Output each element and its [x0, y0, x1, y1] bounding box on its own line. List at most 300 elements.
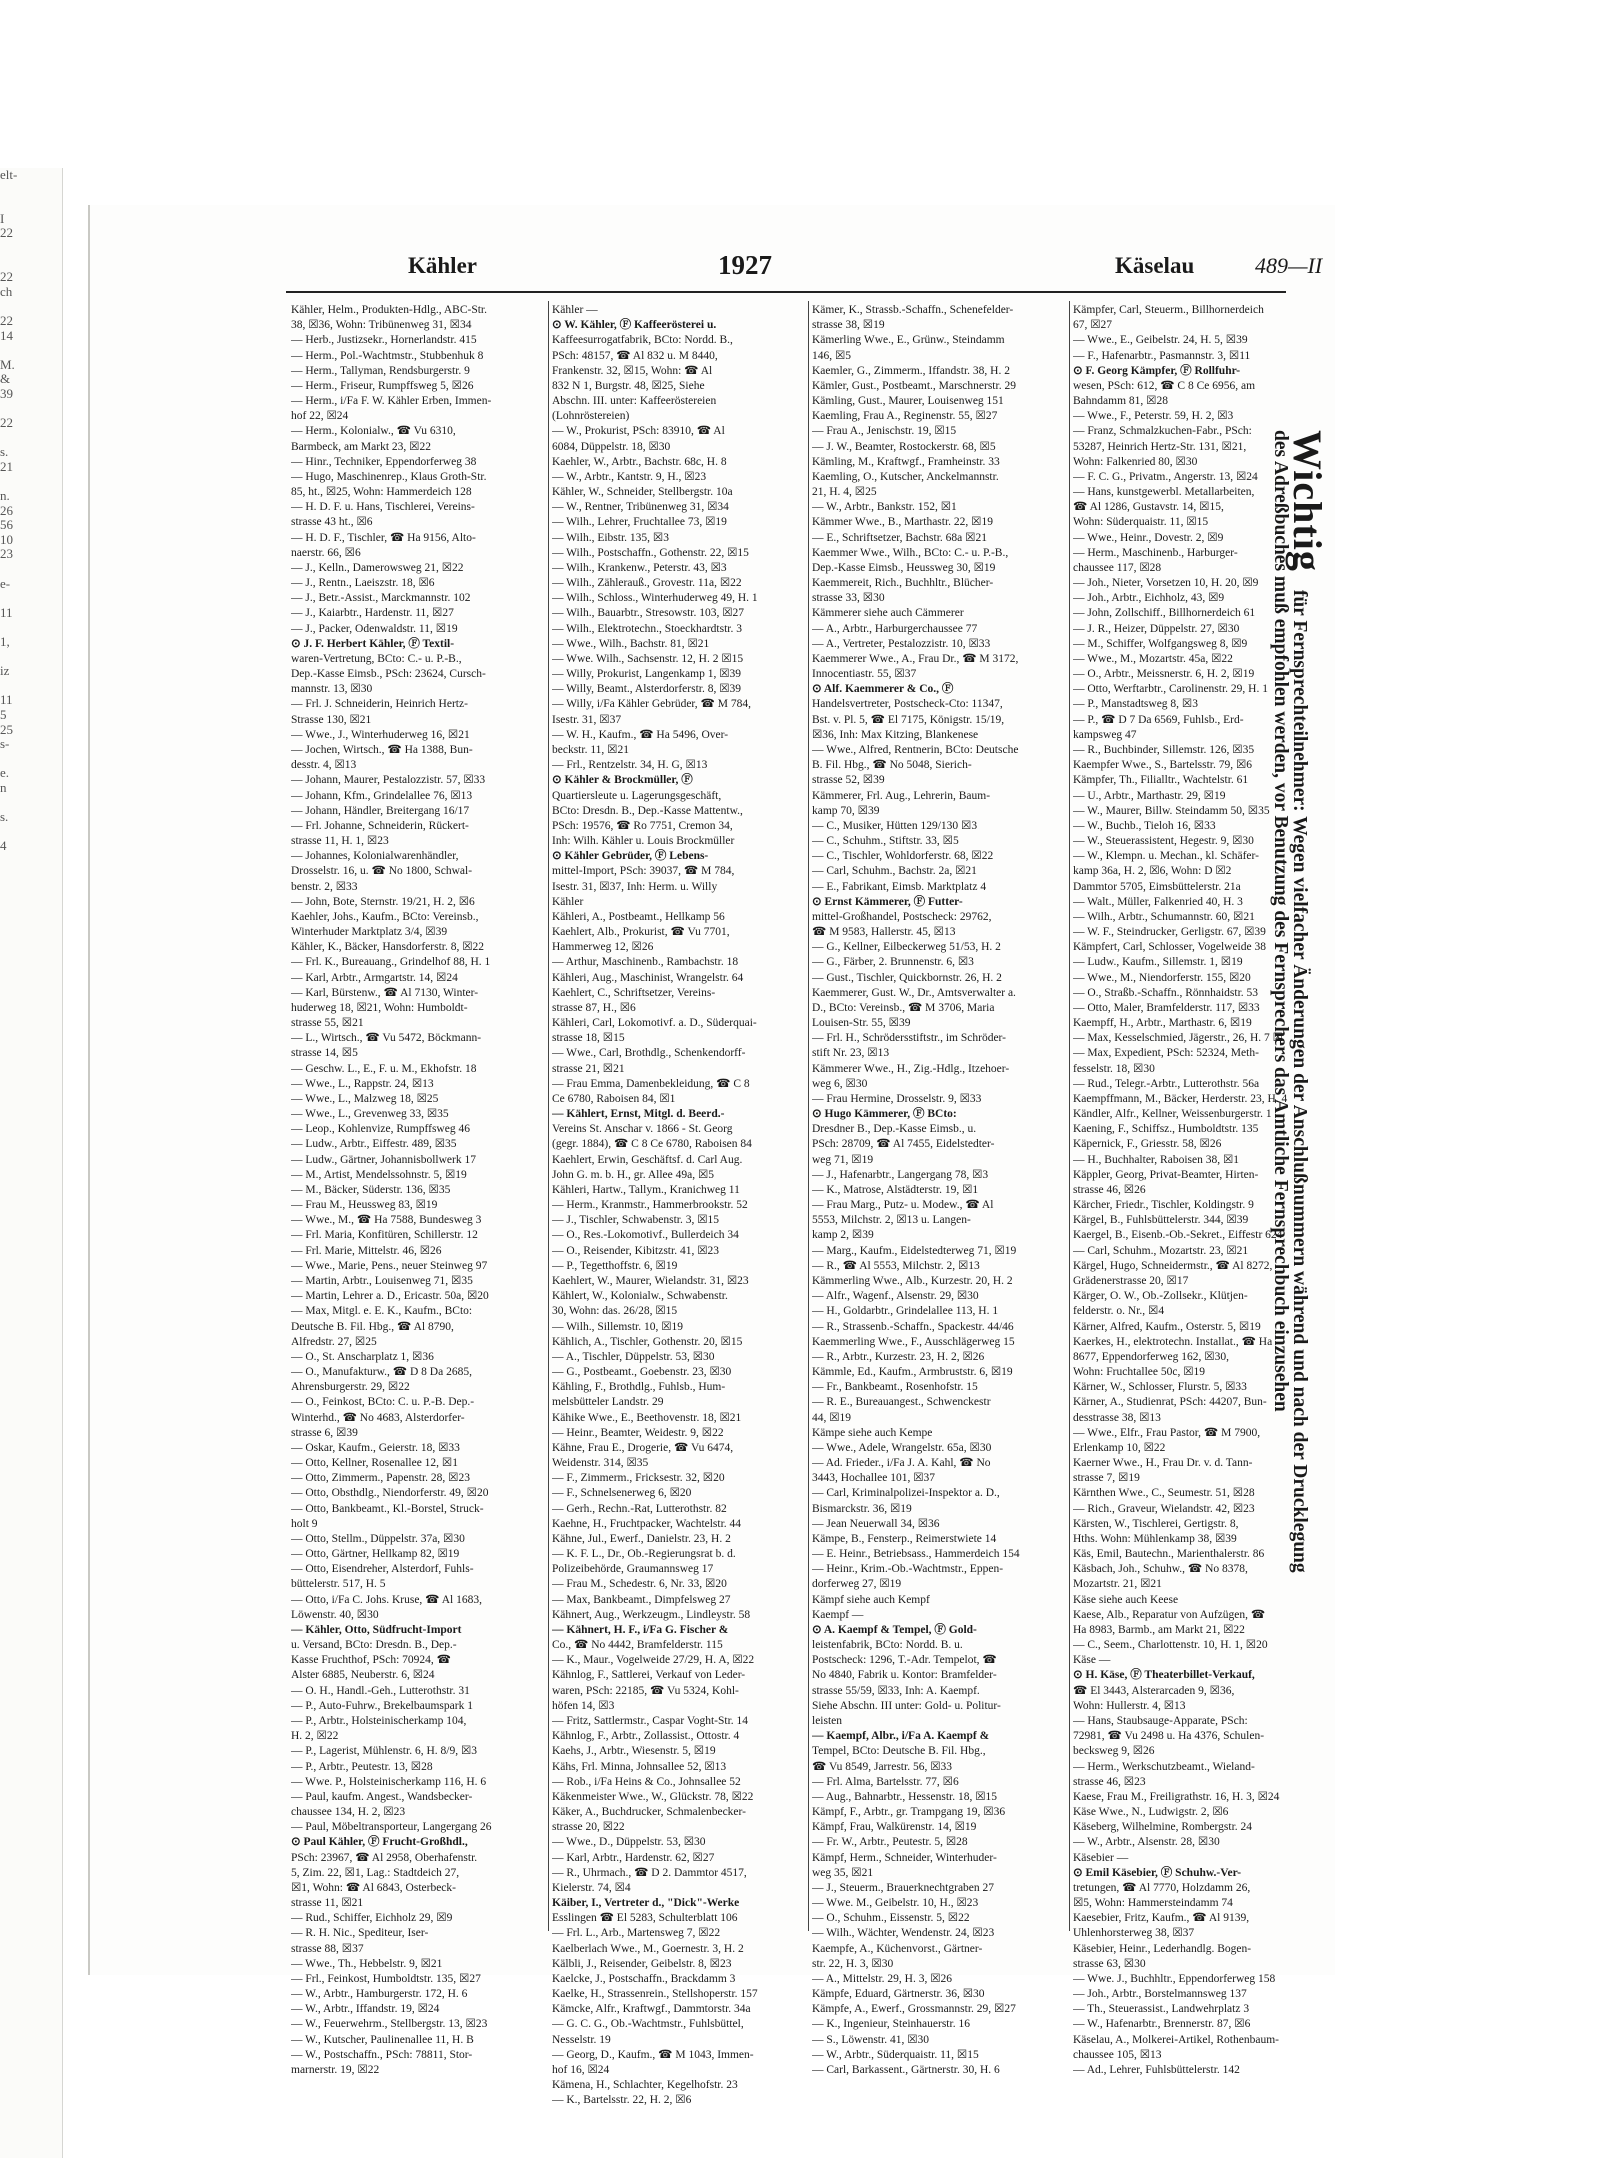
directory-entry: 67, ☒27 — [1073, 319, 1113, 332]
directory-entry: — Gerh., Rechn.-Rat, Lutterothstr. 82 — [552, 1502, 727, 1515]
directory-entry: — Karl, Arbtr., Hardenstr. 62, ☒27 — [552, 1851, 715, 1864]
directory-column-2 — [552, 303, 808, 2108]
directory-entry: — U., Arbtr., Marthastr. 29, ☒19 — [1073, 789, 1226, 802]
directory-page — [88, 205, 1335, 2107]
previous-page-fragment: 22 — [0, 226, 13, 241]
previous-page-fragment — [0, 1438, 62, 1453]
directory-entry: Kämpe, B., Fensterp., Reimerstwiete 14 — [812, 1532, 997, 1545]
directory-entry: 5, Zim. 22, ☒1, Lag.: Stadtdeich 27, — [291, 1866, 460, 1879]
previous-page-fragment — [0, 898, 62, 913]
directory-entry: — Frl. Maria, Konfitüren, Schillerstr. 12 — [291, 1229, 478, 1242]
previous-page-fragment: s. — [0, 445, 9, 460]
directory-entry: Grädenerstrasse 20, ☒17 — [1073, 1275, 1189, 1287]
directory-entry: — Karl, Arbtr., Armgartstr. 14, ☒24 — [291, 971, 458, 984]
directory-entry: — P., ☎ D 7 Da 6569, Fuhlsb., Erd- — [1073, 713, 1244, 726]
directory-entry: — P., Arbtr., Holsteinischerkamp 104, — [291, 1714, 467, 1727]
directory-entry: Kähler — [552, 895, 584, 908]
directory-entry: — H., Buchhalter, Raboisen 38, ☒1 — [1073, 1153, 1240, 1166]
directory-entry: — Otto, Gärtner, Hellkamp 82, ☒19 — [291, 1548, 460, 1561]
directory-entry: H. 2, ☒22 — [291, 1730, 339, 1743]
directory-entry: ☎ Vu 8549, Jarrestr. 56, ☒33 — [812, 1760, 952, 1773]
directory-entry: — Joh., Nieter, Vorsetzen 10, H. 20, ☒9 — [1073, 577, 1259, 590]
previous-page-fragment — [0, 299, 62, 314]
directory-entry: — A., Arbtr., Harburgerchaussee 77 — [812, 622, 978, 635]
directory-entry: strasse 63, ☒30 — [1073, 1957, 1146, 1970]
directory-entry: — W., Arbtr., Iffandstr. 19, ☒24 — [291, 2003, 440, 2016]
previous-page-fragment — [0, 1496, 62, 1511]
directory-entry: (Lohnröstereien) — [552, 410, 630, 423]
directory-entry: 146, ☒5 — [812, 349, 852, 362]
directory-entry: — F., Schnelsenerweg 6, ☒20 — [552, 1487, 692, 1500]
directory-entry: PSch: 23967, ☎ Al 2958, Oberhafenstr. — [291, 1851, 478, 1864]
directory-entry: — W., Klempn. u. Mechan., kl. Schäfer- — [1073, 850, 1259, 863]
directory-entry: Kaehlert, Erwin, Geschäftsf. d. Carl Aug. — [552, 1153, 743, 1166]
directory-entry: Kasse Fruchthof, PSch: 70924, ☎ — [291, 1654, 451, 1667]
directory-entry: Käppler, Georg, Privat-Beamter, Hirten- — [1073, 1168, 1259, 1181]
directory-entry: Kaemling, O., Kutscher, Anckelmannstr. — [812, 470, 999, 483]
previous-page-fragment — [0, 1102, 62, 1117]
directory-entry: u. Versand, BCto: Dresdn. B., Dep.- — [291, 1639, 457, 1652]
directory-entry: Kaerkes, H., elektrotechn. Installat., ☎ Ha — [1073, 1335, 1273, 1348]
directory-entry: ⊙ Paul Kähler, Ⓕ Frucht-Großhdl., — [291, 1836, 468, 1849]
directory-entry: — Th., Steuerassist., Landwehrplatz 3 — [1073, 2003, 1250, 2016]
directory-entry: — Wwe., F., Peterstr. 59, H. 2, ☒3 — [1073, 410, 1234, 423]
directory-entry: — Herm., Friseur, Rumpffsweg 5, ☒26 — [291, 379, 474, 392]
directory-entry: strasse 18, ☒15 — [552, 1032, 625, 1045]
directory-entry: 5553, Milchstr. 2, ☒13 u. Langen- — [812, 1214, 971, 1227]
directory-entry: — Geschw. L., E., F. u. M., Ekhofstr. 18 — [291, 1062, 477, 1075]
directory-entry: ⊙ Emil Käsebier, Ⓕ Schuhw.-Ver- — [1073, 1866, 1242, 1879]
directory-entry: — Rud., Telegr.-Arbtr., Lutterothstr. 56a — [1073, 1077, 1260, 1090]
directory-entry: — Ludw., Kaufm., Sillemstr. 1, ☒19 — [1073, 956, 1243, 969]
previous-page-fragment — [0, 1306, 62, 1321]
directory-entry: — Fr. W., Arbtr., Peutestr. 5, ☒28 — [812, 1836, 968, 1849]
directory-entry: ⊙ J. F. Herbert Kähler, Ⓕ Textil- — [291, 637, 455, 650]
previous-page-fragment — [0, 431, 62, 446]
directory-entry: naerstr. 66, ☒6 — [291, 546, 361, 559]
directory-entry: — K., Ingenieur, Steinhauerstr. 16 — [812, 2018, 970, 2031]
previous-page-fragment: n. — [0, 489, 10, 504]
previous-page-fragment: 39 — [0, 386, 13, 401]
previous-page-fragment — [0, 1481, 62, 1496]
directory-entry: — Max, Expedient, PSch: 52324, Meth- — [1073, 1047, 1259, 1060]
directory-entry: weg 6, ☒30 — [812, 1077, 868, 1090]
directory-entry: Nesselstr. 19 — [552, 2033, 611, 2046]
previous-page-fragment: n — [0, 780, 7, 795]
directory-entry: Postscheck: 1296, T.-Adr. Tempelot, ☎ — [812, 1654, 997, 1667]
previous-page-fragment — [0, 1160, 62, 1175]
directory-entry: 21, H. 4, ☒25 — [812, 486, 877, 499]
directory-entry: leisten — [812, 1714, 843, 1727]
directory-entry: Kämmerer Wwe., H., Zig.-Hdlg., Itzehoer- — [812, 1062, 1010, 1075]
previous-page-fragment — [0, 1379, 62, 1394]
directory-entry: — F., Hafenarbtr., Pasmannstr. 3, ☒11 — [1073, 349, 1251, 362]
directory-entry: Kähnlog, F., Arbtr., Zollassist., Ottostr. 4 — [552, 1730, 740, 1743]
directory-entry: Kämmerer, Frl. Aug., Lehrerin, Baum- — [812, 789, 991, 802]
directory-entry: — P., Arbtr., Peutestr. 13, ☒28 — [291, 1760, 433, 1773]
directory-entry: — G., Kellner, Eilbeckerweg 51/53, H. 2 — [812, 941, 1001, 954]
directory-entry: — E. Heinr., Betriebsass., Hammerdeich 154 — [812, 1548, 1020, 1561]
directory-entry: (gegr. 1884), ☎ C 8 Ce 6780, Raboisen 84 — [552, 1138, 752, 1151]
previous-page-fragment — [0, 1321, 62, 1336]
directory-entry: Kaempfer Wwe., S., Bartelsstr. 79, ☒6 — [1073, 759, 1253, 772]
directory-entry: kamp 36a, H. 2, ☒6, Wohn: D ☒2 — [1073, 865, 1232, 878]
previous-page-fragment: 22 — [0, 313, 13, 328]
directory-entry: — M., Artist, Mendelssohnstr. 5, ☒19 — [291, 1168, 467, 1181]
notice-title: Wichtig — [1285, 430, 1330, 572]
directory-entry: Ahrensburgerstr. 29, ☒22 — [291, 1381, 410, 1394]
directory-entry: — O., Res.-Lokomotivf., Bullerdeich 34 — [552, 1229, 739, 1242]
previous-page-fragment — [0, 883, 62, 898]
directory-column-1 — [291, 303, 547, 2078]
directory-entry: strasse 14, ☒5 — [291, 1047, 358, 1060]
previous-page-fragment: elt- — [0, 168, 18, 182]
directory-entry: Kaempff, H., Arbtr., Marthastr. 6, ☒19 — [1073, 1017, 1252, 1030]
running-head-last-name: Käselau — [1115, 253, 1195, 278]
directory-entry: Esslingen ☎ El 5283, Schulterblatt 106 — [552, 1912, 738, 1925]
directory-entry: — C., Seem., Charlottenstr. 10, H. 1, ☒20 — [1073, 1639, 1268, 1652]
directory-entry: — Kähler, Otto, Südfrucht-Import — [291, 1623, 462, 1636]
previous-page-fragment — [0, 1087, 62, 1102]
directory-entry: Dresdner B., Dep.-Kasse Eimsb., u. — [812, 1123, 977, 1136]
directory-entry: stift Nr. 23, ☒13 — [812, 1047, 890, 1060]
previous-page-fragment: s- — [0, 737, 10, 752]
directory-entry: — J., Kaiarbtr., Hardenstr. 11, ☒27 — [291, 607, 454, 620]
directory-entry: — Johann, Händler, Breitergang 16/17 — [291, 804, 470, 817]
directory-entry: — A., Tischler, Düppelstr. 53, ☒30 — [552, 1350, 715, 1363]
directory-entry: leistenfabrik, BCto: Nordd. B. u. — [812, 1639, 963, 1652]
previous-page-fragment — [0, 1000, 62, 1015]
directory-entry: Kähne, Frau E., Drogerie, ☎ Vu 6474, — [552, 1441, 734, 1454]
directory-entry: — K., Bartelsstr. 22, H. 2, ☒6 — [552, 2094, 692, 2107]
directory-entry: Käsbach, Joh., Schuhw., ☎ No 8378, — [1073, 1563, 1248, 1576]
directory-entry: ⊙ W. Kähler, Ⓕ Kaffeerösterei u. — [552, 319, 717, 332]
directory-entry: Wohn: Hullerstr. 4, ☒13 — [1073, 1699, 1186, 1712]
directory-entry: — Karl, Bürstenw., ☎ Al 7130, Winter- — [291, 986, 479, 999]
previous-page-fragment: M. — [0, 357, 15, 372]
previous-page-fragment — [0, 1365, 62, 1380]
directory-entry: — W., Prokurist, PSch: 83910, ☎ Al — [552, 425, 725, 438]
directory-entry: Bahndamm 81, ☒28 — [1073, 395, 1168, 408]
directory-entry: — Wwe., L., Malzweg 18, ☒25 — [291, 1092, 439, 1105]
previous-page-fragment: iz — [0, 664, 10, 679]
directory-entry: Kändler, Alfr., Kellner, Weissenburgerstr. 1 — [1073, 1108, 1272, 1121]
directory-entry: Mozartstr. 21, ☒21 — [1073, 1578, 1162, 1591]
previous-page-fragment — [0, 241, 62, 256]
previous-page-fragment: 25 — [0, 722, 13, 737]
directory-entry: — Ludw., Gärtner, Johannisbollwerk 17 — [291, 1153, 476, 1166]
directory-entry: — K., Maur., Vogelweide 27/29, H. A, ☒22 — [552, 1654, 755, 1667]
directory-entry: strasse 20, ☒22 — [552, 1821, 625, 1834]
directory-entry: — Carl, Schuhm., Mozartstr. 23, ☒21 — [1073, 1244, 1249, 1257]
directory-entry: Kaempffmann, M., Bäcker, Herderstr. 23, H. 4 — [1073, 1092, 1288, 1105]
directory-entry: Kaelcke, J., Postschaffn., Brackdamm 3 — [552, 1972, 736, 1985]
directory-entry: — E., Schriftsetzer, Bachstr. 68a ☒21 — [812, 531, 987, 544]
directory-entry: Erlenkamp 10, ☒22 — [1073, 1441, 1166, 1454]
directory-entry: Dep.-Kasse Eimsb., PSch: 23624, Cursch- — [291, 668, 486, 681]
directory-entry: Kähne, Jul., Ewerf., Danielstr. 23, H. 2 — [552, 1532, 731, 1545]
directory-entry: — Kaempf, Albr., i/Fa A. Kaempf & — [812, 1730, 990, 1743]
directory-entry: — C., Schuhm., Stiftstr. 33, ☒5 — [812, 835, 959, 848]
directory-entry: — Ad., Lehrer, Fuhlsbüttelerstr. 142 — [1073, 2063, 1240, 2076]
directory-entry: Käkenmeister Wwe., W., Glückstr. 78, ☒22 — [552, 1790, 754, 1803]
directory-entry: 832 N 1, Burgstr. 48, ☒25, Siehe — [552, 379, 705, 392]
directory-entry: — G. C. G., Ob.-Wachtmstr., Fuhlsbüttel, — [552, 2018, 744, 2031]
directory-entry: — Frl., Feinkost, Humboldtstr. 135, ☒27 — [291, 1972, 481, 1985]
directory-entry: — Frau Emma, Damenbekleidung, ☎ C 8 — [552, 1077, 750, 1090]
directory-entry: höfen 14, ☒3 — [552, 1699, 615, 1712]
previous-page-fragment: I — [0, 211, 5, 226]
directory-entry: Käsebier — — [1073, 1851, 1129, 1864]
directory-entry: — Otto, Kellner, Rosenallee 12, ☒1 — [291, 1457, 458, 1470]
directory-entry: becksweg 9, ☒26 — [1073, 1745, 1155, 1758]
directory-entry: waren, PSch: 22185, ☎ Vu 5324, Kohl- — [552, 1684, 739, 1697]
previous-page-fragment — [0, 343, 62, 358]
directory-entry: strasse 21, ☒21 — [552, 1062, 625, 1075]
directory-entry: ☎ M 9583, Hallerstr. 45, ☒13 — [812, 926, 956, 939]
directory-entry: — Willy, Beamt., Alsterdorferstr. 8, ☒39 — [552, 683, 742, 696]
directory-entry: — Alfr., Wagenf., Alsenstr. 29, ☒30 — [812, 1290, 979, 1303]
previous-page-fragment — [0, 402, 62, 417]
directory-entry: Kaemmerer, Gust. W., Dr., Amtsverwalter a. — [812, 986, 1016, 999]
directory-entry: — K., Matrose, Alstädterstr. 19, ☒1 — [812, 1183, 979, 1196]
directory-entry: — Joh., Arbtr., Eichholz, 43, ☒9 — [1073, 592, 1225, 605]
directory-entry: — Joh., Arbtr., Borstelmannsweg 137 — [1073, 1988, 1247, 2001]
directory-entry: Weidenstr. 314, ☒35 — [552, 1457, 649, 1470]
previous-page-fragment — [0, 1190, 62, 1205]
directory-entry: Kaehlert, Alb., Prokurist, ☎ Vu 7701, — [552, 926, 730, 939]
directory-entry: D., BCto: Vereinsb., ☎ M 3706, Maria — [812, 1001, 995, 1014]
directory-entry: — W., Arbtr., Hamburgerstr. 172, H. 6 — [291, 1988, 468, 2001]
directory-entry: ⊙ Kähler Gebrüder, Ⓕ Lebens- — [552, 850, 709, 863]
previous-page-fragment — [0, 562, 62, 577]
directory-entry: 53287, Heinrich Hertz-Str. 131, ☒21, — [1073, 440, 1247, 453]
directory-entry: Kähnlog, F., Sattlerei, Verkauf von Leder- — [552, 1669, 746, 1682]
directory-entry: — Wwe., Elfr., Frau Pastor, ☎ M 7900, — [1073, 1426, 1261, 1439]
directory-entry: Kähler, Helm., Produkten-Hdlg., ABC-Str. — [291, 304, 487, 316]
previous-page-fragment — [0, 1029, 62, 1044]
previous-page-fragment: 5 — [0, 707, 7, 722]
previous-page-fragment — [0, 985, 62, 1000]
directory-entry: Kaerner Wwe., H., Frau Dr. v. d. Tann- — [1073, 1457, 1253, 1470]
directory-entry: strasse 55, ☒21 — [291, 1017, 364, 1030]
directory-entry: Kähler, W., Schneider, Stellbergstr. 10a — [552, 486, 733, 499]
directory-entry: Vereins St. Anschar v. 1866 - St. Georg — [552, 1123, 733, 1136]
directory-entry: — Hugo, Maschinenrep., Klaus Groth-Str. — [291, 470, 487, 483]
directory-entry: — S., Löwenstr. 41, ☒30 — [812, 2033, 930, 2046]
previous-page-fragment — [0, 1452, 62, 1467]
directory-entry: Bst. v. Pl. 5, ☎ El 7175, Königstr. 15/19, — [812, 713, 1005, 726]
directory-entry: — Willy, i/Fa Kähler Gebrüder, ☎ M 784, — [552, 698, 751, 711]
previous-page-fragment: e- — [0, 576, 11, 591]
directory-entry: — Carl, Kriminalpolizei-Inspektor a. D., — [812, 1487, 1000, 1500]
directory-entry: — C., Tischler, Wohldorferstr. 68, ☒22 — [812, 850, 994, 863]
previous-page-fragment — [0, 256, 62, 271]
previous-page-fragment: 22 — [0, 416, 13, 431]
notice-line-1: für Fernsprechteilnehmer: Wegen vielfacher Änderungen der Anschlußnummern während und nach der Drucklegung — [1289, 589, 1310, 1573]
directory-entry: — Max, Mitgl. e. E. K., Kaufm., BCto: — [291, 1305, 473, 1318]
directory-entry: — Otto, Bankbeamt., Kl.-Borstel, Struck- — [291, 1502, 484, 1515]
directory-entry: felderstr. o. Nr., ☒4 — [1073, 1305, 1165, 1318]
directory-entry: — Wilh., Zählerauß., Grovestr. 11a, ☒22 — [552, 577, 742, 590]
directory-entry: Löwenstr. 40, ☒30 — [291, 1608, 379, 1621]
directory-entry: — W., Kutscher, Paulinenallee 11, H. B — [291, 2033, 474, 2046]
directory-entry: — Walt., Müller, Falkenried 40, H. 3 — [1073, 895, 1243, 908]
directory-entry: Dammtor 5705, Eimsbüttelerstr. 21a — [1073, 880, 1241, 893]
directory-entry: mittel-Import, PSch: 39037, ☎ M 784, — [552, 865, 735, 878]
directory-entry: — Wilh., Bauarbtr., Stresowstr. 103, ☒27 — [552, 607, 745, 620]
directory-entry: — Otto, Eisendreher, Alsterdorf, Fuhls- — [291, 1563, 474, 1576]
directory-entry: Kämpfe, A., Ewerf., Grossmannstr. 29, ☒27 — [812, 2003, 1016, 2016]
directory-entry: marnerstr. 19, ☒22 — [291, 2063, 380, 2076]
directory-entry: Louisen-Str. 55, ☒39 — [812, 1017, 911, 1030]
directory-entry: ⊙ F. Georg Kämpfer, Ⓕ Rollfuhr- — [1073, 364, 1241, 377]
directory-entry: Käs, Emil, Bautechn., Marienthalerstr. 86 — [1073, 1548, 1265, 1561]
directory-entry: desstrasse 38, ☒13 — [1073, 1411, 1161, 1424]
directory-entry: Kämling, M., Kraftwgf., Framheinstr. 33 — [812, 455, 1000, 468]
directory-entry: Strasse 130, ☒21 — [291, 713, 372, 726]
directory-entry: Hammerweg 12, ☒26 — [552, 941, 654, 954]
directory-entry: Siehe Abschn. III unter: Gold- u. Politur- — [812, 1699, 1001, 1712]
directory-entry: chaussee 134, H. 2, ☒23 — [291, 1806, 406, 1819]
directory-entry: — Max, Kesselschmied, Jägerstr., 26, H. 7 ☒ — [1073, 1032, 1283, 1045]
directory-entry: — Herm., Werkschutzbeamt., Wieland- — [1073, 1760, 1255, 1773]
directory-entry: 38, ☒36, Wohn: Tribünenweg 31, ☒34 — [291, 319, 472, 332]
directory-entry: — Rob., i/Fa Heins & Co., Johnsallee 52 — [552, 1775, 741, 1788]
directory-entry: Drosselstr. 16, u. ☎ No 1800, Schwal- — [291, 865, 473, 878]
previous-page-fragment — [0, 1408, 62, 1423]
directory-entry: — Franz, Schmalzkuchen-Fabr., PSch: — [1073, 425, 1252, 438]
directory-entry: — J., Tischler, Schwabenstr. 3, ☒15 — [552, 1214, 720, 1227]
directory-entry: — Frau M., Schedestr. 6, Nr. 33, ☒20 — [552, 1578, 727, 1591]
directory-entry: Tempel, BCto: Deutsche B. Fil. Hbg., — [812, 1745, 986, 1758]
directory-entry: — K. F. L., Dr., Ob.-Regierungsrat b. d. — [552, 1548, 736, 1561]
directory-entry: Kaemling, Frau A., Reginenstr. 55, ☒27 — [812, 410, 998, 423]
directory-entry: — Wwe., Th., Hebbelstr. 9, ☒21 — [291, 1957, 443, 1970]
directory-entry: — W., Arbtr., Kantstr. 9, H., ☒23 — [552, 470, 707, 483]
directory-entry: Kaemmereit, Rich., Buchhltr., Blücher- — [812, 577, 994, 590]
directory-entry: Alster 6885, Neuberstr. 6, ☒24 — [291, 1669, 435, 1682]
directory-entry: — P., Tegetthoffstr. 6, ☒19 — [552, 1259, 678, 1272]
directory-entry: Kähs, Frl. Minna, Johnsallee 52, ☒13 — [552, 1760, 727, 1773]
directory-entry: 8677, Eppendorferweg 162, ☒30, — [1073, 1350, 1229, 1363]
directory-entry: Kämpf, Frau, Walkürenstr. 14, ☒19 — [812, 1821, 977, 1834]
directory-entry: — Oskar, Kaufm., Geierstr. 18, ☒33 — [291, 1441, 460, 1454]
previous-page-fragment — [0, 474, 62, 489]
directory-entry: Kählich, A., Tischler, Gothenstr. 20, ☒15 — [552, 1335, 743, 1348]
directory-entry: Kaehler, Johs., Kaufm., BCto: Vereinsb., — [291, 910, 479, 923]
directory-entry: — O., Schuhm., Eissenstr. 5, ☒22 — [812, 1912, 970, 1925]
previous-page-fragment — [0, 1277, 62, 1292]
directory-entry: Kämer, K., Strassb.-Schaffn., Schenefelder- — [812, 304, 1014, 316]
directory-entry: ☎ Al 1286, Gustavstr. 14, ☒15, — [1073, 501, 1224, 514]
directory-entry: PSch: 48157, ☎ Al 832 u. M 8440, — [552, 349, 718, 362]
directory-entry: — G., Postbeamt., Goebenstr. 23, ☒30 — [552, 1366, 732, 1379]
directory-entry: Kämmer Wwe., B., Marthastr. 22, ☒19 — [812, 516, 993, 529]
directory-entry: — O. H., Handl.-Geh., Lutterothstr. 31 — [291, 1684, 470, 1697]
directory-entry: — A., Vertreter, Pestalozzistr. 10, ☒33 — [812, 637, 991, 650]
directory-entry: Kaemmer Wwe., Wilh., BCto: C.- u. P.-B., — [812, 546, 1009, 559]
directory-entry: — Kählert, Ernst, Mitgl. d. Beerd.- — [552, 1108, 725, 1121]
previous-page-fragment — [0, 1146, 62, 1161]
directory-entry: — Fritz, Sattlermstr., Caspar Voght-Str. 14 — [552, 1714, 749, 1727]
directory-entry: — R., ☎ Al 5553, Milchstr. 2, ☒13 — [812, 1259, 980, 1272]
directory-entry: chaussee 117, ☒28 — [1073, 561, 1162, 574]
directory-entry: ⊙ Alf. Kaemmerer & Co., Ⓕ — [812, 683, 954, 696]
directory-entry: — F. C. G., Privatm., Angerstr. 13, ☒24 — [1073, 470, 1258, 483]
directory-entry: beckstr. 11, ☒21 — [552, 743, 629, 756]
directory-entry: Kärger, O. W., Ob.-Zollsekr., Klütjen- — [1073, 1290, 1248, 1303]
directory-entry: — M., Bäcker, Süderstr. 136, ☒35 — [291, 1183, 451, 1196]
page-number: 489—II — [1255, 253, 1323, 278]
directory-entry: — H., Goldarbtr., Grindelallee 113, H. 1 — [812, 1305, 999, 1318]
directory-entry: — Frau A., Jenischstr. 19, ☒15 — [812, 425, 957, 438]
directory-entry: Wohn: Süderquaistr. 11, ☒15 — [1073, 516, 1209, 529]
directory-entry: — W., Steuerassistent, Hegestr. 9, ☒30 — [1073, 835, 1254, 848]
directory-entry: Kämcke, Alfr., Kraftwgf., Dammtorstr. 34a — [552, 2003, 751, 2016]
directory-entry: Kälbli, J., Reisender, Geibelstr. 8, ☒23 — [552, 1957, 732, 1970]
previous-page-fragment — [0, 1263, 62, 1278]
directory-entry: hof 22, ☒24 — [291, 410, 349, 423]
directory-entry: — W., Arbtr., Bankstr. 152, ☒1 — [812, 501, 957, 514]
directory-entry: Kämpfer, Th., Filialltr., Wachtelstr. 61 — [1073, 774, 1249, 787]
directory-entry: Kärner, W., Schlosser, Flurstr. 5, ☒33 — [1073, 1381, 1247, 1394]
directory-entry: — Wilh., Wächter, Wendenstr. 24, ☒23 — [812, 1927, 995, 1940]
directory-entry: 44, ☒19 — [812, 1411, 852, 1424]
directory-entry: Käse — — [1073, 1654, 1111, 1667]
directory-entry: — W., Arbtr., Alsenstr. 28, ☒30 — [1073, 1836, 1220, 1849]
previous-page-fragment — [0, 927, 62, 942]
previous-page-fragment: 11 — [0, 693, 13, 708]
directory-entry: — Carl, Barkassent., Gärtnerstr. 30, H. 6 — [812, 2063, 1000, 2076]
directory-entry: — A., Mittelstr. 29, H. 3, ☒26 — [812, 1972, 953, 1985]
directory-entry: Isestr. 31, ☒37, Inh: Herm. u. Willy — [552, 880, 718, 893]
previous-page-fragment — [0, 869, 62, 884]
previous-page-fragment — [0, 1350, 62, 1365]
directory-entry: — O., St. Anscharplatz 1, ☒36 — [291, 1350, 434, 1363]
directory-entry: Handelsvertreter, Postscheck-Cto: 11347, — [812, 698, 1003, 711]
directory-entry: Kaemmerer Wwe., A., Frau Dr., ☎ M 3172, — [812, 652, 1019, 665]
directory-entry: desstr. 4, ☒13 — [291, 759, 357, 772]
directory-entry: waren-Vertretung, BCto: C.- u. P.-B., — [291, 652, 462, 665]
directory-entry: — Wwe. M., Geibelstr. 10, H., ☒23 — [812, 1897, 979, 1910]
directory-entry: Kähleri, Aug., Maschinist, Wrangelstr. 64 — [552, 971, 744, 984]
directory-entry: 30, Wohn: das. 26/28, ☒15 — [552, 1305, 678, 1318]
directory-entry: Kähling, F., Brothdlg., Fuhlsb., Hum- — [552, 1381, 726, 1394]
directory-entry: — O., Reisender, Kibitzstr. 41, ☒23 — [552, 1244, 719, 1257]
directory-entry: — M., Schiffer, Wolfgangsweg 8, ☒9 — [1073, 637, 1248, 650]
directory-entry: — Herm., Tallyman, Rendsburgerstr. 9 — [291, 364, 470, 377]
directory-entry: Alfredstr. 27, ☒25 — [291, 1335, 377, 1348]
directory-entry: — Carl, Schuhm., Bachstr. 2a, ☒21 — [812, 865, 977, 878]
directory-entry: ⊙ A. Kaempf & Tempel, Ⓕ Gold- — [812, 1623, 977, 1636]
directory-entry: fesselstr. 18, ☒30 — [1073, 1062, 1155, 1075]
directory-entry: Kaempfe, A., Küchenvorst., Gärtner- — [812, 1942, 983, 1955]
directory-entry: strasse 11, H. 1, ☒23 — [291, 835, 389, 848]
directory-entry: Barmbeck, am Markt 23, ☒22 — [291, 440, 431, 453]
directory-entry: Deutsche B. Fil. Hbg., ☎ Al 8790, — [291, 1320, 454, 1333]
directory-entry: B. Fil. Hbg., ☎ No 5048, Sierich- — [812, 759, 972, 772]
previous-page-fragment: 23 — [0, 547, 13, 562]
directory-entry: Kähleri, A., Postbeamt., Hellkamp 56 — [552, 910, 725, 923]
previous-page-fragment — [0, 1204, 62, 1219]
previous-page-fragment — [0, 1336, 62, 1351]
directory-entry: 72981, ☎ Vu 2498 u. Ha 4376, Schulen- — [1073, 1730, 1265, 1743]
directory-entry: — Otto, Stellm., Düppelstr. 37a, ☒30 — [291, 1532, 465, 1545]
previous-page-fragment: ch — [0, 284, 13, 299]
directory-entry: Kaelke, H., Strassenrein., Stellshoperstr. 157 — [552, 1988, 758, 2001]
directory-entry: Ha 8983, Barmb., am Markt 21, ☒22 — [1073, 1623, 1245, 1636]
